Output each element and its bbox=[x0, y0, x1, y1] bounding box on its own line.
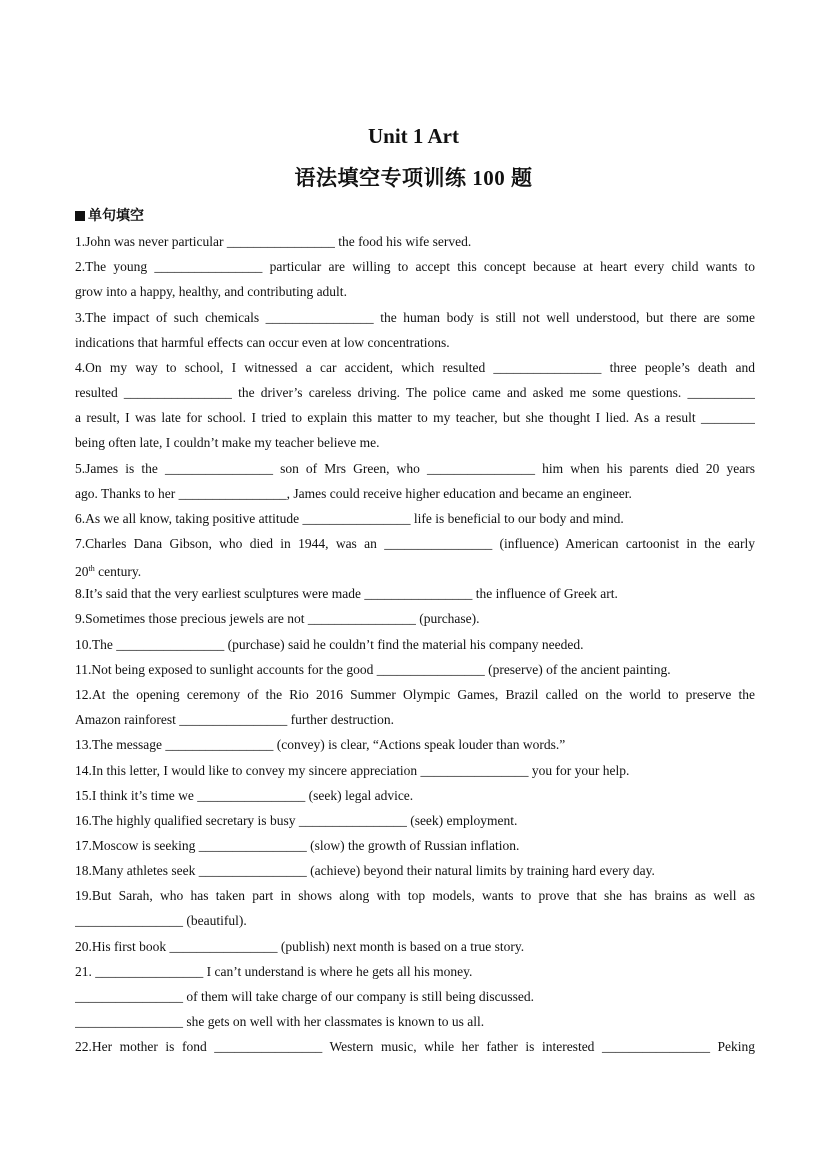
text-line: 20.His first book ________________ (publish) next month is based on a true story. bbox=[75, 939, 525, 954]
text-line: 12.At the opening ceremony of the Rio 2016 Summer Olympic Games, Brazil called on the world to preserve the bbox=[75, 687, 755, 702]
text-line: 6.As we all know, taking positive attitude ________________ life is beneficial to our body and mind. bbox=[75, 511, 624, 526]
text-line: 3.The impact of such chemicals ________________ the human body is still not well understood, but there are some bbox=[75, 310, 755, 325]
text-line: 22.Her mother is fond ________________ Western music, while her father is interested ________________ Peking bbox=[75, 1039, 755, 1054]
text-line: 8.It’s said that the very earliest sculptures were made ________________ the influence of Greek art. bbox=[75, 586, 618, 601]
text-line: ________________ (beautiful). bbox=[75, 913, 247, 928]
text-line: Amazon rainforest ________________ further destruction. bbox=[75, 712, 395, 727]
section-heading: 单句填空 bbox=[75, 205, 144, 225]
page-title: Unit 1 Art bbox=[368, 124, 459, 148]
text-line: ________________ she gets on well with her classmates is known to us all. bbox=[75, 1014, 485, 1029]
text-line: 2.The young ________________ particular are willing to accept this concept because at heart every child wants to bbox=[75, 259, 755, 274]
text-line: 19.But Sarah, who has taken part in shows along with top models, wants to prove that she has brains as well as bbox=[75, 888, 755, 903]
text-line: 16.The highly qualified secretary is busy ________________ (seek) employment. bbox=[75, 813, 518, 828]
text-fragment: century. bbox=[98, 564, 142, 579]
text-line: 5.James is the ________________ son of Mrs Green, who ________________ him when his parents died 20 years bbox=[75, 461, 755, 476]
text-line: ________________ of them will take charge of our company is still being discussed. bbox=[75, 989, 535, 1004]
text-line: 4.On my way to school, I witnessed a car accident, which resulted ________________ three people’s death and bbox=[75, 360, 755, 375]
text-line: 18.Many athletes seek ________________ (achieve) beyond their natural limits by training hard every day. bbox=[75, 863, 655, 878]
text-line bbox=[75, 560, 755, 581]
text-line: indications that harmful effects can occur even at low concentrations. bbox=[75, 335, 450, 350]
text-line: a result, I was late for school. I tried to explain this matter to my teacher, but she thought I lied. As a result ________ bbox=[75, 410, 755, 425]
text-line: 14.In this letter, I would like to convey my sincere appreciation ________________ you for your help. bbox=[75, 763, 630, 778]
text-line: 13.The message ________________ (convey) is clear, “Actions speak louder than words.” bbox=[75, 737, 566, 752]
page-subtitle: 语法填空专项训练 100 题 bbox=[294, 166, 533, 190]
ordinal-number: 20 bbox=[75, 564, 89, 579]
text-line: resulted ________________ the driver’s careless driving. The police came and asked me some questions. __________ bbox=[75, 385, 755, 400]
square-bullet-icon bbox=[75, 211, 85, 221]
text-line: being often late, I couldn’t make my teacher believe me. bbox=[75, 435, 380, 450]
text-line: 17.Moscow is seeking ________________ (slow) the growth of Russian inflation. bbox=[75, 838, 520, 853]
text-line: 11.Not being exposed to sunlight accounts for the good ________________ (preserve) of the ancient painting. bbox=[75, 662, 671, 677]
text-line: 21. ________________ I can’t understand is where he gets all his money. bbox=[75, 964, 473, 979]
text-line: 9.Sometimes those precious jewels are not ________________ (purchase). bbox=[75, 611, 480, 626]
text-line: 10.The ________________ (purchase) said he couldn’t find the material his company needed. bbox=[75, 637, 584, 652]
text-line: 7.Charles Dana Gibson, who died in 1944, was an ________________ (influence) American cartoonist in the early bbox=[75, 536, 755, 551]
ordinal-suffix: th bbox=[88, 564, 95, 573]
text-line: ago. Thanks to her ________________, James could receive higher education and became an engineer. bbox=[75, 486, 632, 501]
text-line: grow into a happy, healthy, and contributing adult. bbox=[75, 284, 347, 299]
text-line: 1.John was never particular ________________ the food his wife served. bbox=[75, 234, 472, 249]
text-line: 15.I think it’s time we ________________ (seek) legal advice. bbox=[75, 788, 414, 803]
